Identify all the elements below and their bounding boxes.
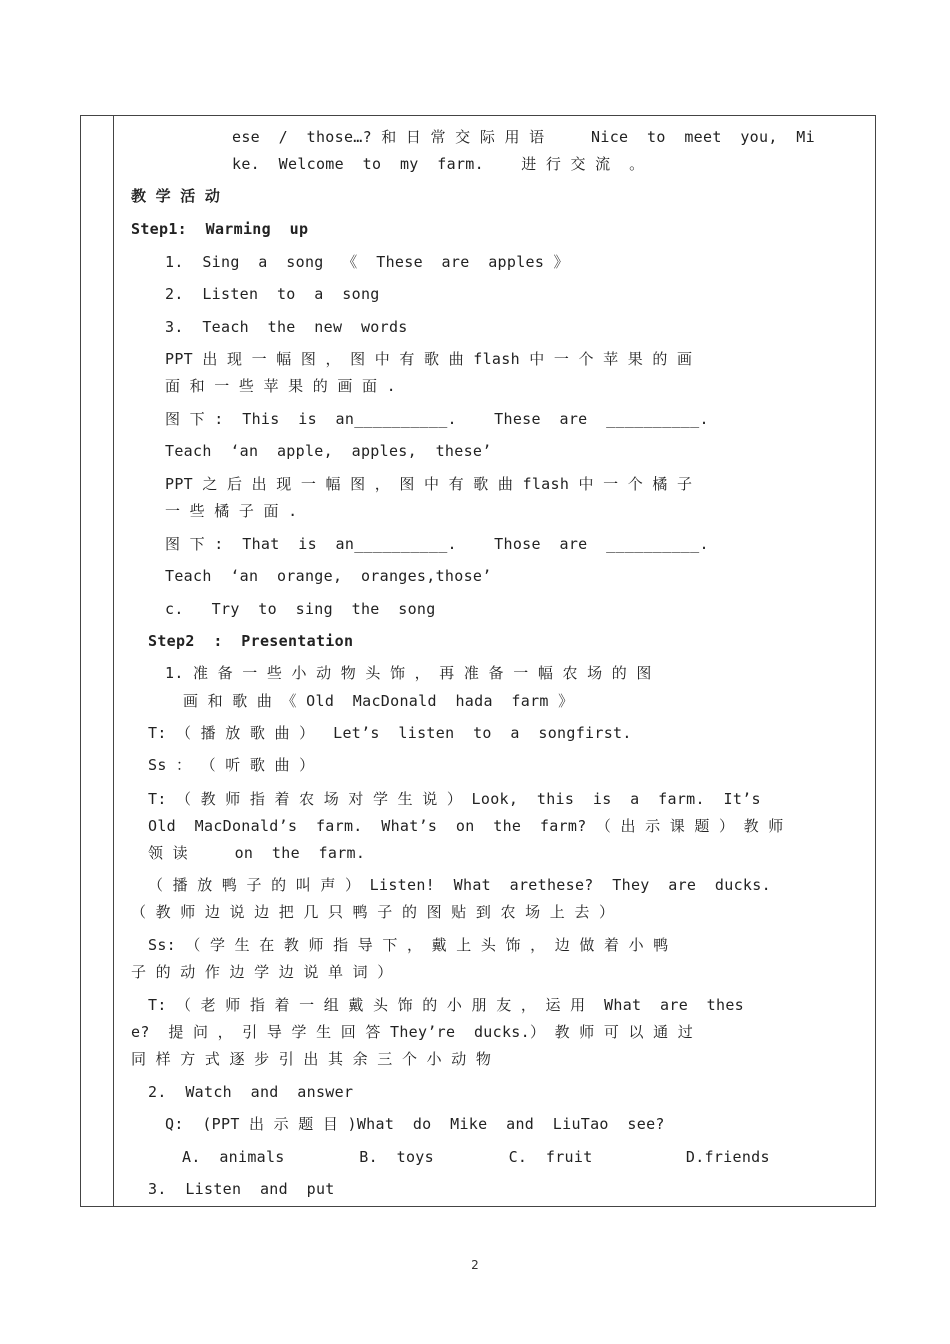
section-heading: 教 学 活 动: [131, 187, 221, 205]
text-line: 3. Teach the new words: [165, 318, 408, 336]
step-heading: Step2 : Presentation: [148, 632, 354, 650]
text-line: 1. 准 备 一 些 小 动 物 头 饰 ， 再 准 备 一 幅 农 场 的 图: [165, 664, 652, 682]
text-line: ese / those…? 和 日 常 交 际 用 语 Nice to meet you, Mi: [232, 128, 815, 146]
page-table: [80, 115, 876, 1207]
text-line: T: （ 老 师 指 着 一 组 戴 头 饰 的 小 朋 友 ， 运 用 What are thes: [148, 996, 745, 1014]
text-line: 2. Listen to a song: [165, 285, 380, 303]
left-column-divider: [113, 116, 114, 1206]
text-line: PPT 之 后 出 现 一 幅 图 ， 图 中 有 歌 曲 flash 中 一 个 橘 子: [165, 475, 693, 493]
text-line: Ss: （ 学 生 在 教 师 指 导 下 ， 戴 上 头 饰 ， 边 做 着 小 鸭: [148, 936, 669, 954]
text-line: 子 的 动 作 边 学 边 说 单 词 ）: [131, 963, 393, 981]
text-line: 图 下 : That is an__________. Those are __________.: [165, 535, 709, 553]
text-line: ke. Welcome to my farm. 进 行 交 流 。: [232, 155, 645, 173]
text-line: 1. Sing a song 《 These are apples 》: [165, 253, 569, 271]
text-line: 图 下 : This is an__________. These are __________.: [165, 410, 709, 428]
text-line: Q: (PPT 出 示 题 目 )What do Mike and LiuTao see?: [165, 1115, 665, 1133]
text-line: 3. Listen and put: [148, 1180, 335, 1198]
text-line: PPT 出 现 一 幅 图 ， 图 中 有 歌 曲 flash 中 一 个 苹 果 的 画: [165, 350, 693, 368]
text-line: 2. Watch and answer: [148, 1083, 354, 1101]
text-line: 面 和 一 些 苹 果 的 画 面 .: [165, 377, 397, 395]
step-heading: Step1: Warming up: [131, 220, 309, 238]
text-line: T: （ 播 放 歌 曲 ） Let’s listen to a songfirst.: [148, 724, 632, 742]
text-line: Old MacDonald’s farm. What’s on the farm? （ 出 示 课 题 ） 教 师: [148, 817, 784, 835]
text-line: （ 教 师 边 说 边 把 几 只 鸭 子 的 图 贴 到 农 场 上 去 ）: [131, 903, 615, 921]
text-line: 同 样 方 式 逐 步 引 出 其 余 三 个 小 动 物: [131, 1050, 492, 1068]
text-line: Teach ‘an apple, apples, these’: [165, 442, 492, 460]
text-line: （ 播 放 鸭 子 的 叫 声 ） Listen! What arethese? They are ducks.: [148, 876, 771, 894]
text-line: 画 和 歌 曲 《 Old MacDonald hada farm 》: [183, 692, 574, 710]
text-line: 一 些 橘 子 面 .: [165, 502, 298, 520]
page-number: 2: [471, 1258, 479, 1272]
text-line: 领 读 on the farm.: [148, 844, 366, 862]
text-line: T: （ 教 师 指 着 农 场 对 学 生 说 ） Look, this is a farm. It’s: [148, 790, 761, 808]
text-line: Ss ： （ 听 歌 曲 ）: [148, 756, 315, 774]
text-line: A. animals B. toys C. fruit D.friends: [182, 1148, 770, 1166]
text-line: Teach ‘an orange, oranges,those’: [165, 567, 492, 585]
text-line: e? 提 问 ， 引 导 学 生 回 答 They’re ducks.） 教 师 可 以 通 过: [131, 1023, 694, 1041]
text-line: c. Try to sing the song: [165, 600, 436, 618]
